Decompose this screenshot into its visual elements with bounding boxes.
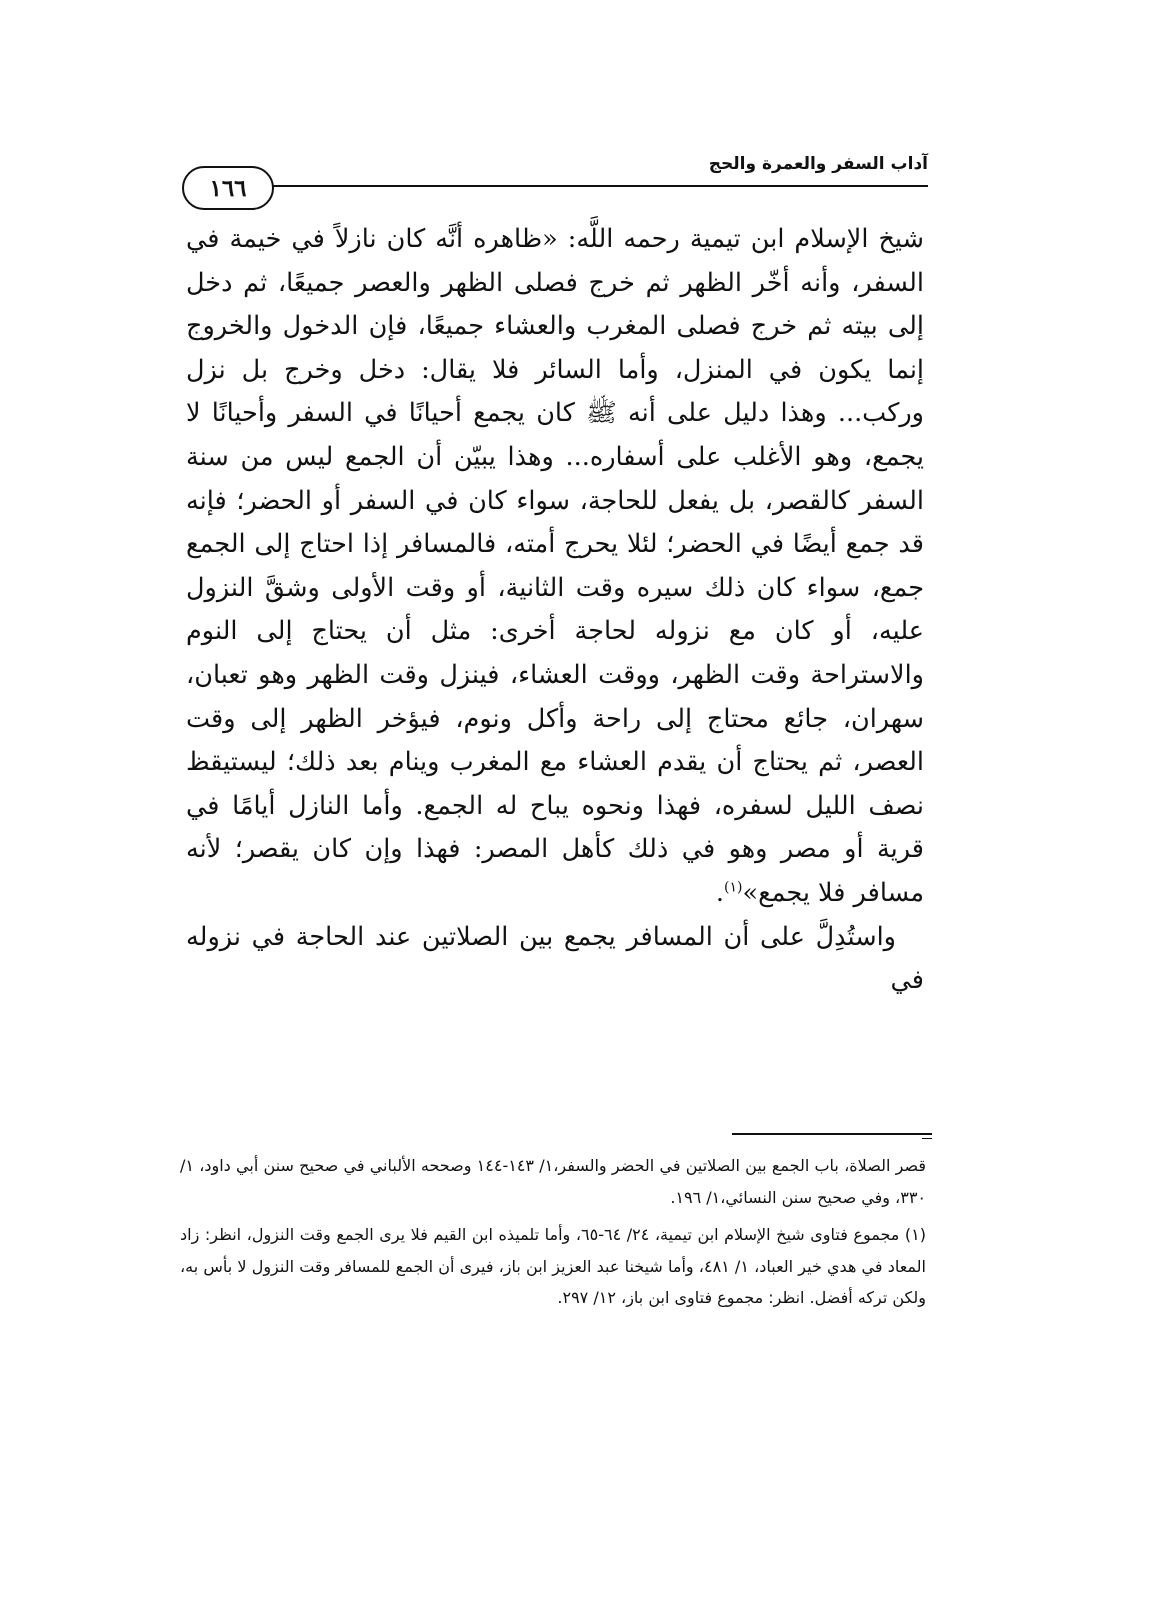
quote-text: شيخ الإسلام ابن تيمية رحمه اللَّه: «ظاهره أنَّه كان نازلاً في خيمة في السفر، وأنه أخّر الظهر ثم خرج فصلى الظهر والعصر جميعًا، ثم دخل إلى بيته ثم خرج فصلى المغرب والعشاء جميعًا، فإن الدخول والخروج إنما يكون في المنزل، وأما السائر فلا يقال: دخل وخرج بل نزل وركب... وهذا دليل على أنه ﷺ كان يجمع أحيانًا في السفر وأحيانًا لا يجمع، وهو الأغلب على أسفاره... وهذا يبيّن أن الجمع ليس من سنة السفر كالقصر، بل يفعل للحاجة، سواء كان في السفر أو الحضر؛ فإنه قد جمع أيضًا في الحضر؛ لئلا يحرج أمته، فالمسافر إذا احتاج إلى الجمع جمع، سواء كان ذلك سيره وقت الثانية، أو وقت الأولى وشقَّ النزول عليه، أو كان مع نزوله لحاجة أخرى: مثل أن يحتاج إلى النوم والاستراحة وقت الظهر، ووقت العشاء، فينزل وقت الظهر وهو تعبان، سهران، جائع محتاج إلى راحة وأكل ونوم، فيؤخر الظهر إلى وقت العصر، ثم يحتاج أن يقدم العشاء مع المغرب وينام بعد ذلك؛ ليستيقظ نصف الليل لسفره، فهذا ونحوه يباح له الجمع. وأما النازل أيامًا في قرية أو مصر وهو في ذلك كأهل المصر: فهذا وإن كان يقصر؛ لأنه مسافر فلا يجمع» [186, 224, 924, 908]
paragraph-2: واستُدِلَّ على أن المسافر يجمع بين الصلاتين عند الحاجة في نزوله في [186, 921, 924, 996]
header-title: آداب السفر والعمرة والحج [708, 154, 928, 174]
quote-end-period: . [715, 877, 724, 908]
footnote-1: (١) مجموع فتاوى شيخ الإسلام ابن تيمية، ٢٤/ ٦٤-٦٥، وأما تلميذه ابن القيم فلا يرى الجمع وقت النزول، انظر: زاد المعاد في هدي خير العباد، ١/ ٤٨١، وأما شيخنا عبد العزيز ابن باز، فيرى أن الجمع للمسافر وقت النزول لا بأس به، ولكن تركه أفضل. انظر: مجموع فتاوى ابن باز، ١٢/ ٢٩٧. [180, 1225, 927, 1308]
quote-paragraph [186, 218, 924, 916]
header-rule [264, 185, 928, 187]
footnote-reference[interactable]: (١) [724, 879, 743, 896]
page-number: ١٦٦ [182, 166, 274, 210]
running-header [182, 150, 928, 210]
footnotes [180, 1150, 926, 1314]
main-text [186, 218, 924, 1003]
footnote-continued: قصر الصلاة، باب الجمع بين الصلاتين في الحضر والسفر،١/ ١٤٣-١٤٤ وصححه الألباني في صحيح سنن أبي داود، ١/ ٣٣٠، وفي صحيح سنن النسائي،١/ ١٩٦. [180, 1156, 927, 1207]
footnote-separator [732, 1133, 932, 1139]
